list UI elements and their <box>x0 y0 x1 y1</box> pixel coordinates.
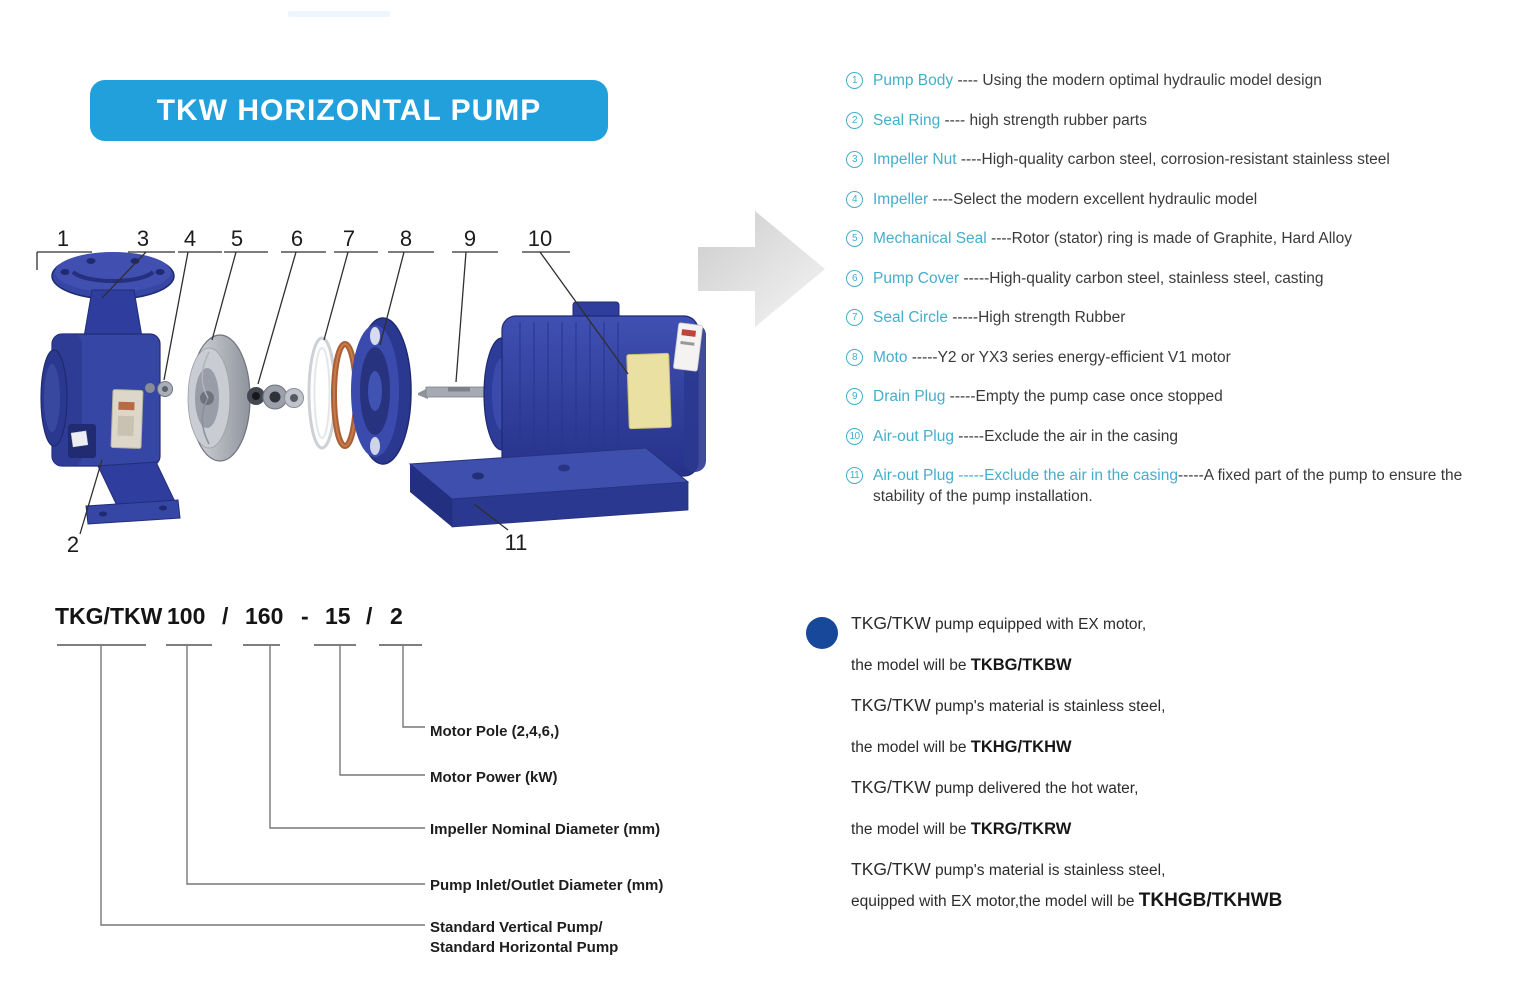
part-description: -----High-quality carbon steel, stainless steel, casting <box>959 269 1324 287</box>
variant-series: TKG/TKW <box>851 859 931 879</box>
variant-line <box>851 735 1431 759</box>
variant-models-section <box>851 612 1431 930</box>
parts-list-item <box>846 465 1494 507</box>
variant-text: the model will be <box>851 821 971 838</box>
variant-line <box>851 653 1431 677</box>
variant-text: the model will be <box>851 739 971 756</box>
variant-text: pump's material is stainless steel, <box>930 862 1166 879</box>
part-number-badge: 9 <box>846 388 863 405</box>
page-title <box>90 80 608 141</box>
part-number-badge: 4 <box>846 191 863 208</box>
model-code-inlet: 100 <box>167 603 206 629</box>
model-code-power: 15 <box>325 603 351 629</box>
variant-text: equipped with EX motor,the model will be <box>851 893 1139 910</box>
model-code-sep: / <box>366 603 373 629</box>
parts-list <box>846 70 1494 526</box>
variant-line <box>851 694 1431 718</box>
parts-list-item <box>846 386 1494 407</box>
parts-list-item <box>846 347 1494 368</box>
model-code-connector-lines <box>40 640 720 960</box>
mechanical-seal-illustration <box>247 385 304 409</box>
part-name: Pump Cover <box>873 269 960 287</box>
callout-label-6: 6 <box>290 226 304 251</box>
variant-text: pump's material is stainless steel, <box>930 698 1166 715</box>
callout-label-9: 9 <box>463 226 477 251</box>
part-description: -----Exclude the air in the casing <box>953 427 1178 445</box>
base-illustration <box>410 448 688 527</box>
model-code-pole: 2 <box>390 603 403 629</box>
label-motor-pole: Motor Pole (2,4,6,) <box>430 723 560 740</box>
part-description: ---- high strength rubber parts <box>940 111 1147 129</box>
part-name: Seal Ring <box>873 111 941 129</box>
part-description: -----High strength Rubber <box>947 309 1126 326</box>
part-name: Mechanical Seal <box>873 230 987 247</box>
variant-text: pump equipped with EX motor, <box>930 616 1147 633</box>
part-name: Air-out Plug <box>873 427 954 445</box>
callout-label-2: 2 <box>66 532 80 557</box>
callout-label-8: 8 <box>399 226 413 251</box>
parts-list-item <box>846 149 1494 170</box>
callout-label-5: 5 <box>230 226 244 251</box>
variant-line <box>851 889 1431 913</box>
part-name: Moto <box>873 348 908 366</box>
parts-list-item <box>846 228 1494 249</box>
model-code-sep: / <box>222 603 229 629</box>
callout-label-11: 11 <box>504 530 528 555</box>
variant-model: TKHGB/TKHWB <box>1138 890 1283 911</box>
callout-label-10: 10 <box>527 226 553 251</box>
variant-line <box>851 817 1431 841</box>
callout-label-1: 1 <box>56 226 70 251</box>
variant-series: TKG/TKW <box>851 695 931 715</box>
bullet-icon <box>806 617 838 649</box>
part-description: -----A fixed part of the pump to ensure the stability of the pump installation. <box>873 467 1463 505</box>
part-description: -----Y2 or YX3 series energy-efficient V1 motor <box>907 348 1231 366</box>
variant-series: TKG/TKW <box>851 777 931 797</box>
top-artifact <box>288 11 390 17</box>
parts-list-item <box>846 426 1494 447</box>
callout-label-7: 7 <box>342 226 356 251</box>
parts-list-item <box>846 268 1494 289</box>
model-code-sep: - <box>301 603 309 629</box>
part-number-badge: 7 <box>846 309 863 326</box>
variant-line <box>851 776 1431 800</box>
part-number-badge: 2 <box>846 112 863 129</box>
part-description-cyan: -----Exclude the air in the casing <box>953 467 1178 484</box>
motor-illustration <box>418 302 706 476</box>
pump-exploded-diagram <box>28 212 798 572</box>
parts-list-item <box>846 189 1494 210</box>
variant-text: pump delivered the hot water, <box>930 780 1139 797</box>
part-description: -----Empty the pump case once stopped <box>945 388 1223 405</box>
part-number-badge: 6 <box>846 270 863 287</box>
part-name: Seal Circle <box>873 309 948 326</box>
variant-text: the model will be <box>851 657 971 674</box>
part-description: ----Rotor (stator) ring is made of Graphite, Hard Alloy <box>986 230 1352 247</box>
label-impeller-diameter: Impeller Nominal Diameter (mm) <box>430 821 661 838</box>
part-number-badge: 11 <box>846 467 863 484</box>
part-number-badge: 8 <box>846 349 863 366</box>
part-name: Impeller <box>873 190 929 208</box>
part-name: Drain Plug <box>873 388 946 405</box>
label-inlet-diameter: Pump Inlet/Outlet Diameter (mm) <box>430 877 664 894</box>
variant-model: TKBG/TKBW <box>970 656 1072 674</box>
part-name: Air-out Plug <box>873 467 954 484</box>
part-name: Pump Body <box>873 72 954 89</box>
callout-label-4: 4 <box>183 226 197 251</box>
impeller-illustration <box>188 335 250 461</box>
part-description: ----High-quality carbon steel, corrosion-resistant stainless steel <box>956 151 1390 168</box>
part-name: Impeller Nut <box>873 151 957 168</box>
variant-series: TKG/TKW <box>851 613 931 633</box>
part-number-badge: 5 <box>846 230 863 247</box>
parts-list-item <box>846 307 1494 328</box>
parts-list-item <box>846 110 1494 131</box>
parts-list-item <box>846 70 1494 91</box>
variant-line <box>851 612 1431 636</box>
label-pump-type <box>430 918 618 958</box>
label-pump-type-line1: Standard Vertical Pump/ <box>430 919 603 936</box>
part-number-badge: 10 <box>846 428 863 445</box>
model-code-impeller: 160 <box>245 603 284 629</box>
variant-line <box>851 858 1431 882</box>
label-pump-type-line2: Standard Horizontal Pump <box>430 939 619 956</box>
part-description: ---- Using the modern optimal hydraulic model design <box>953 72 1322 89</box>
variant-model: TKRG/TKRW <box>970 820 1072 838</box>
page-title-text: TKW HORIZONTAL PUMP <box>156 93 542 127</box>
label-motor-power: Motor Power (kW) <box>430 769 558 786</box>
part-number-badge: 1 <box>846 72 863 89</box>
variant-model: TKHG/TKHW <box>970 738 1072 756</box>
part-description: ----Select the modern excellent hydraulic model <box>928 190 1258 208</box>
model-code-series: TKG/TKW <box>55 603 163 629</box>
callout-label-3: 3 <box>136 226 150 251</box>
part-number-badge: 3 <box>846 151 863 168</box>
